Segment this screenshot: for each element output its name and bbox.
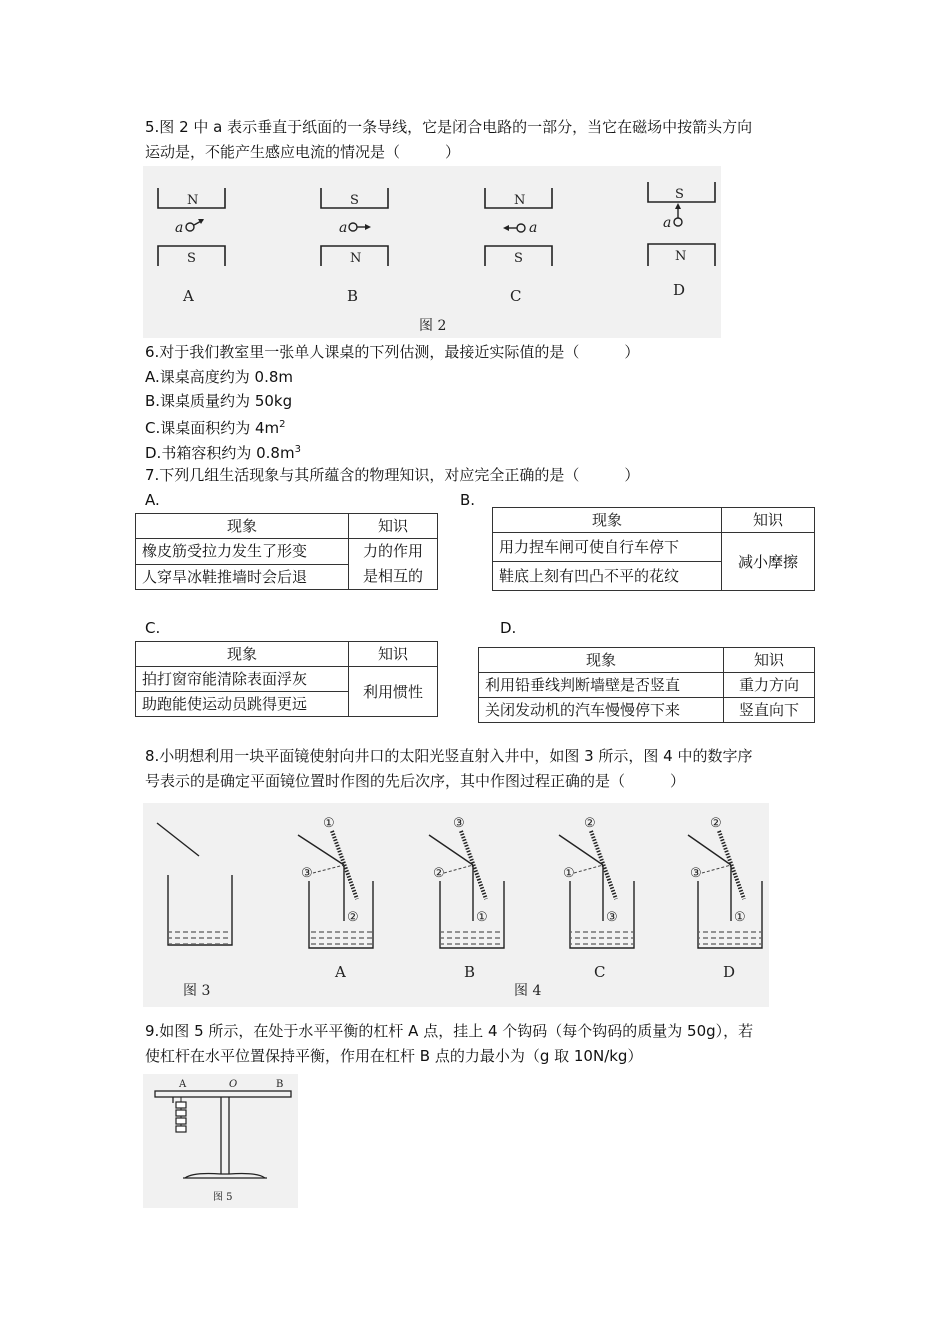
q7-table-c: 现象 知识 拍打窗帘能清除表面浮灰 利用惯性 助跑能使运动员跳得更远: [135, 641, 438, 717]
fig4-c-top: ②: [584, 816, 596, 831]
wire-label-c: a: [529, 220, 538, 236]
fig4-c-left: ①: [563, 866, 575, 881]
q7-stem: 7.下列几组生活现象与其所蕴含的物理知识，对应完全正确的是（ ）: [145, 466, 640, 484]
point-b-label: B: [276, 1079, 284, 1090]
wire-label-a: a: [175, 220, 184, 236]
figure-5: [143, 1074, 298, 1208]
fig4-a-label: A: [335, 963, 346, 981]
pole-d-bottom: N: [675, 249, 687, 264]
fig4-d-left: ③: [690, 866, 702, 881]
fig4-d-top: ②: [710, 816, 722, 831]
q6-stem: 6.对于我们教室里一张单人课桌的下列估测，最接近实际值的是（ ）: [145, 343, 640, 361]
pole-c-top: N: [514, 193, 526, 208]
fig4-b-bottom: ①: [476, 910, 488, 925]
fig4-c-label: C: [594, 963, 606, 981]
q7-label-a: A.: [145, 491, 160, 509]
fig4-d-bottom: ①: [734, 910, 746, 925]
q6-option-d: D.书箱容积约为 $0.8m^3$: [145, 444, 301, 462]
mirror-diagram: [143, 803, 769, 1007]
fig4-a-bottom: ②: [347, 910, 359, 925]
q5-line2: 运动是，不能产生感应电流的情况是（ ）: [145, 143, 461, 161]
pole-a-top: N: [187, 193, 199, 208]
q5-line1: 5.图 2 中 a 表示垂直于纸面的一条导线，它是闭合电路的一部分，当它在磁场中按箭头方向: [145, 118, 753, 136]
fig4-a-left: ③: [301, 866, 313, 881]
q7-table-d: 现象 知识 利用铅垂线判断墙壁是否竖直 重力方向 关闭发动机的汽车慢慢停下来 竖直向下: [478, 647, 815, 723]
fig4-b-top: ③: [453, 816, 465, 831]
q7-label-c: C.: [145, 619, 161, 637]
point-o-label: O: [229, 1079, 238, 1090]
pole-d-top: S: [675, 187, 684, 202]
figure-2: [143, 166, 721, 338]
figure-3-caption: 图 3: [183, 983, 211, 999]
pole-a-bottom: S: [187, 251, 196, 266]
q9-line2: 使杠杆在水平位置保持平衡，作用在杠杆 B 点的力最小为（g 取 10N/kg）: [145, 1047, 643, 1065]
q7-label-b: B.: [460, 491, 476, 509]
q7-table-a: 现象 知识 橡皮筋受拉力发生了形变 力的作用 是相互的 人穿旱冰鞋推墙时会后退: [135, 513, 438, 590]
q7-table-b: 现象 知识 用力捏车闸可使自行车停下 减小摩擦 鞋底上刻有凹凸不平的花纹: [492, 507, 815, 591]
q6-option-b: B.课桌质量约为 50kg: [145, 392, 293, 410]
option-a-label: A: [183, 287, 194, 305]
q9-line1: 9.如图 5 所示，在处于水平平衡的杠杆 A 点，挂上 4 个钩码（每个钩码的质量为 50g），若: [145, 1022, 754, 1040]
point-a-label: A: [179, 1079, 187, 1090]
fig4-c-bottom: ③: [606, 910, 618, 925]
fig4-d-label: D: [723, 963, 736, 981]
fig4-a-top: ①: [323, 816, 335, 831]
fig4-b-left: ②: [433, 866, 445, 881]
q8-line2: 号表示的是确定平面镜位置时作图的先后次序，其中作图过程正确的是（ ）: [145, 772, 686, 790]
option-c-label: C: [510, 287, 522, 305]
q6-option-c: C.课桌面积约为 $4m^2$: [145, 419, 286, 437]
q6-option-a: A.课桌高度约为 0.8m: [145, 368, 294, 386]
wire-label-d: a: [663, 215, 672, 231]
option-b-label: B: [347, 287, 359, 305]
figure-3-4: [143, 803, 769, 1007]
pole-b-top: S: [350, 193, 359, 208]
pole-c-bottom: S: [514, 251, 523, 266]
option-d-label: D: [673, 281, 686, 299]
q8-line1: 8.小明想利用一块平面镜使射向井口的太阳光竖直射入井中，如图 3 所示，图 4 中的数字序: [145, 747, 753, 765]
pole-b-bottom: N: [350, 251, 362, 266]
lever-diagram: [143, 1074, 298, 1208]
fig4-b-label: B: [464, 963, 476, 981]
magnet-diagram: [143, 166, 721, 338]
figure-5-caption: 图 5: [213, 1192, 233, 1203]
figure-4-caption: 图 4: [514, 983, 542, 999]
figure-2-caption: 图 2: [419, 318, 447, 334]
wire-label-b: a: [339, 220, 348, 236]
q7-label-d: D.: [500, 619, 517, 637]
